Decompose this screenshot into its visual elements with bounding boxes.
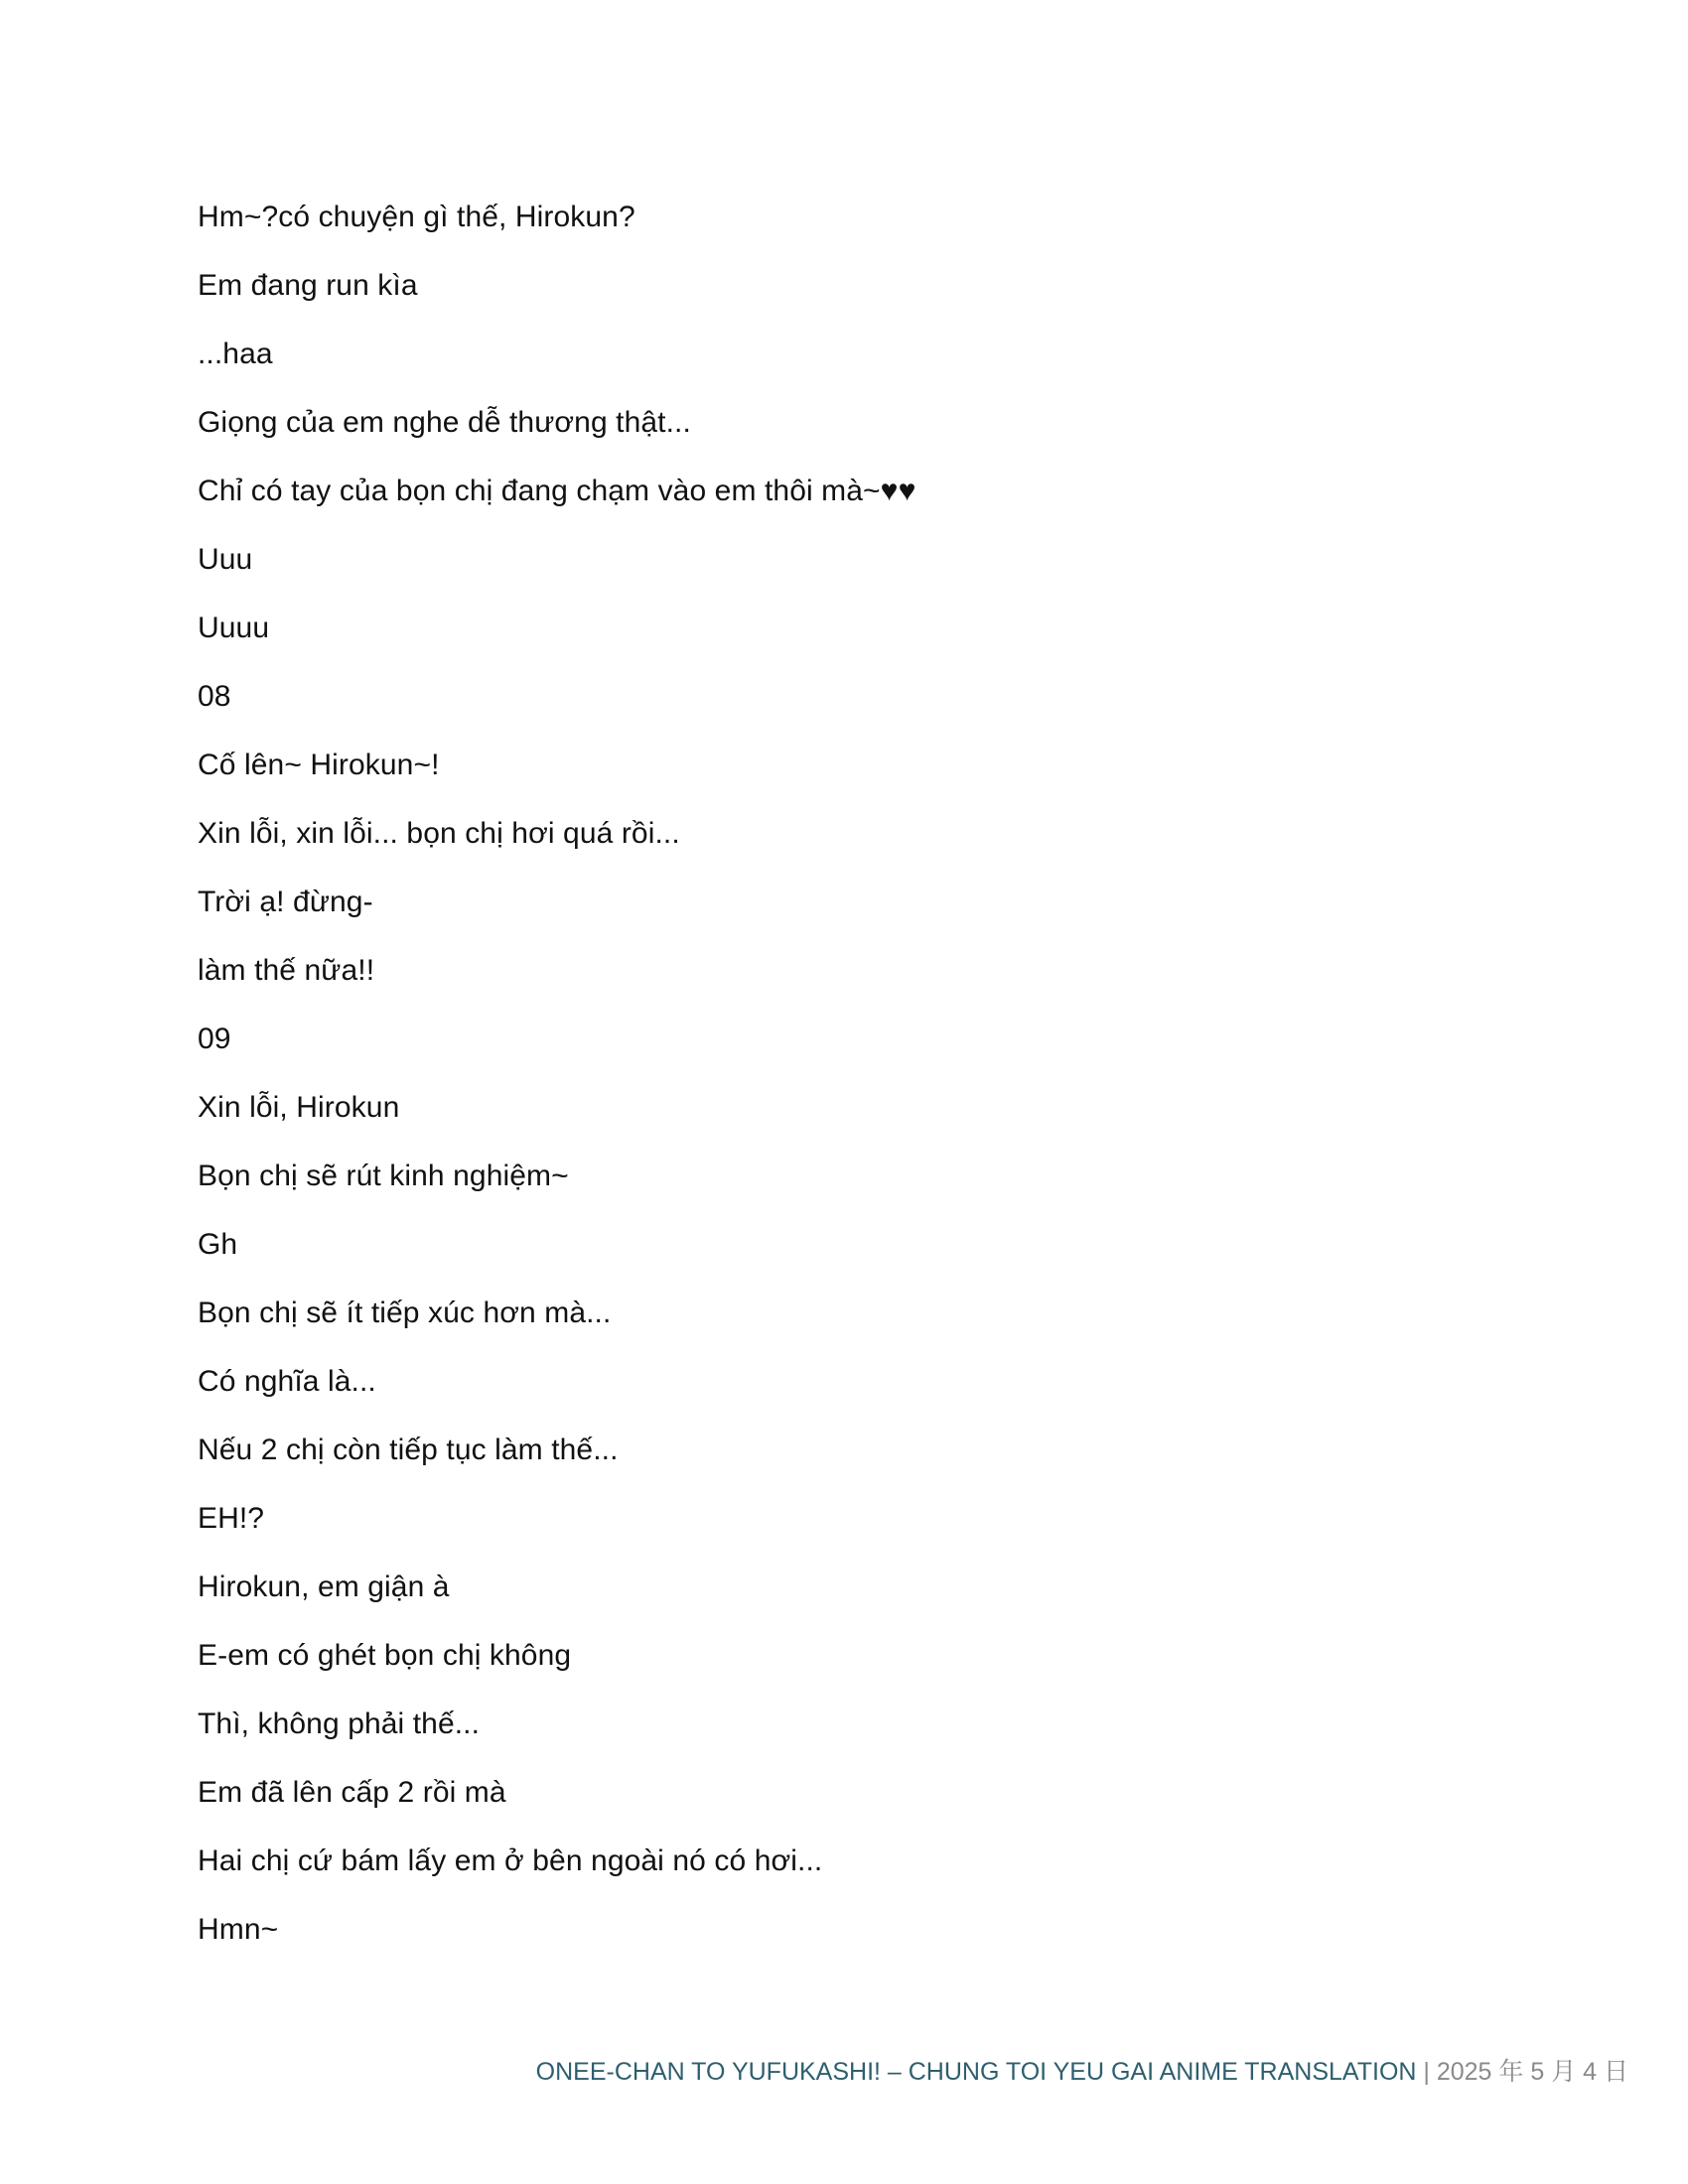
dialogue-line: Uuu [198, 543, 253, 576]
dialogue-line: Hm~?có chuyện gì thế, Hirokun? [198, 201, 635, 233]
dialogue-line: ...haa [198, 338, 273, 370]
dialogue-line: Gh [198, 1228, 238, 1261]
dialogue-line: Xin lỗi, xin lỗi... bọn chị hơi quá rồi... [198, 817, 680, 850]
dialogue-line: EH!? [198, 1502, 265, 1535]
dialogue-line: Chỉ có tay của bọn chị đang chạm vào em thôi mà~♥♥ [198, 475, 916, 507]
dialogue-line: Có nghĩa là... [198, 1365, 376, 1398]
footer-separator: | [1416, 2058, 1437, 2086]
dialogue-line: Hai chị cứ bám lấy em ở bên ngoài nó có hơi... [198, 1844, 823, 1877]
dialogue-line: Giọng của em nghe dễ thương thật... [198, 406, 691, 439]
dialogue-body [198, 195, 1488, 1976]
dialogue-line: E-em có ghét bọn chị không [198, 1639, 572, 1672]
dialogue-line: Em đã lên cấp 2 rồi mà [198, 1776, 506, 1809]
footer-date: 2025 年 5 月 4 日 [1436, 2058, 1628, 2086]
dialogue-line: Nếu 2 chị còn tiếp tục làm thế... [198, 1433, 619, 1466]
dialogue-line: Trời ạ! đừng- [198, 886, 373, 918]
dialogue-line: Em đang run kìa [198, 269, 418, 302]
dialogue-line: Bọn chị sẽ ít tiếp xúc hơn mà... [198, 1297, 612, 1329]
footer-title: ONEE-CHAN TO YUFUKASHI! – CHUNG TOI YEU GAI ANIME TRANSLATION [535, 2058, 1417, 2086]
dialogue-line: làm thế nữa!! [198, 954, 375, 987]
dialogue-line: Hirokun, em giận à [198, 1570, 450, 1603]
dialogue-line: Hmn~ [198, 1913, 279, 1946]
dialogue-line: Thì, không phải thế... [198, 1707, 481, 1740]
dialogue-line: Cố lên~ Hirokun~! [198, 749, 440, 781]
page-footer [536, 2055, 1628, 2089]
section-number: 08 [198, 680, 231, 713]
dialogue-line: Bọn chị sẽ rút kinh nghiệm~ [198, 1160, 569, 1192]
dialogue-line: Uuuu [198, 612, 270, 644]
dialogue-line: Xin lỗi, Hirokun [198, 1091, 400, 1124]
section-number: 09 [198, 1023, 231, 1055]
